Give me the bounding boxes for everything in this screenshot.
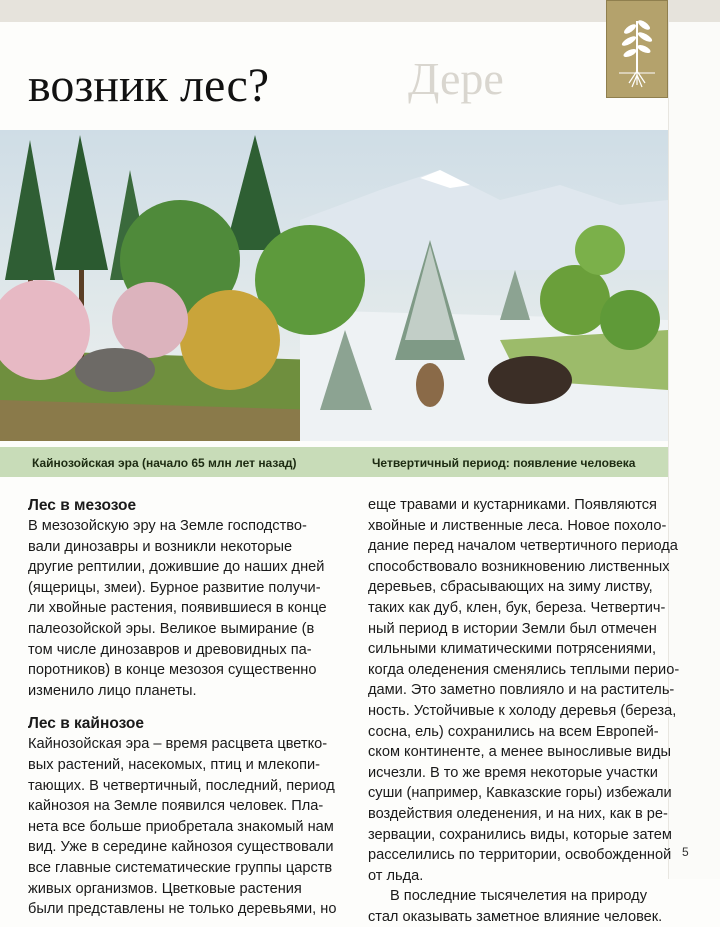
article-left-column: [28, 495, 348, 920]
illustration-caption-right: Четвертичный период: появление человека: [372, 456, 636, 470]
article-right-column: [368, 495, 688, 927]
continuation-text: еще травами и кустарниками. Появляются хвойные и лиственные леса. Новое похоло- дание перед началом четвертичного периода способствовало возникновению лиственных деревьев, сбрасывающих на зиму листву, таких как дуб, клен, бук, береза. Четвертич- ный период в истории Земли был отмечен сильными климатическими потрясениями, когда оледенения сменялись теплыми перио- дами. Это заметно повлияло и на раститель- ность. Устойчивые к холоду деревья (береза, сосна, ель) сохранились на всем Европей- ском континенте, а менее выносливые виды исчезли. В то же время некоторые участки суши (например, Кавказские горы) избежали воздействия оледенения, и на них, как в ре- зервации, сохранились виды, которые затем расселились по территории, освобожденной от льда.: [368, 497, 680, 884]
prehistoric-forest-illustration: [0, 130, 668, 441]
section-heading-cenozoic: Лес в кайнозое: [28, 715, 144, 733]
ghost-title: Дере: [408, 53, 504, 104]
section-text-mesozoic: В мезозойскую эру на Земле господство- вали динозавры и возникли некоторые другие рептилии, дожившие до наших дней (ящерицы, змеи). Бурное развитие получи- ли хвойные растения, появившиеся в конце палеозойской эры. Великое вымирание (в том числе динозавров и древовидных па- поротников) в конце мезозоя существенно изменило лицо планеты.: [28, 518, 327, 699]
section-text-cenozoic: Кайнозойская эра – время расцвета цветко- вых растений, насекомых, птиц и млекопи- тающих. В четвертичный, последний, период кайнозоя на Земле появился человек. Пла- нета все больше приобретала знакомый нам вид. Уже в середине кайнозоя существовали все главные систематические группы царств живых организмов. Цветковые растения были представлены не только деревьями, но: [28, 736, 337, 918]
section-heading-mesozoic: Лес в мезозое: [28, 497, 137, 514]
closing-paragraph: В последние тысячелетия на природу стал оказывать заметное влияние человек.: [368, 888, 663, 925]
page-number: 5: [682, 845, 689, 859]
page-title: возник лес?: [28, 59, 270, 112]
sapling-emblem-icon: [606, 0, 668, 98]
illustration-caption-left: Кайнозойская эра (начало 65 млн лет назад): [32, 456, 297, 470]
